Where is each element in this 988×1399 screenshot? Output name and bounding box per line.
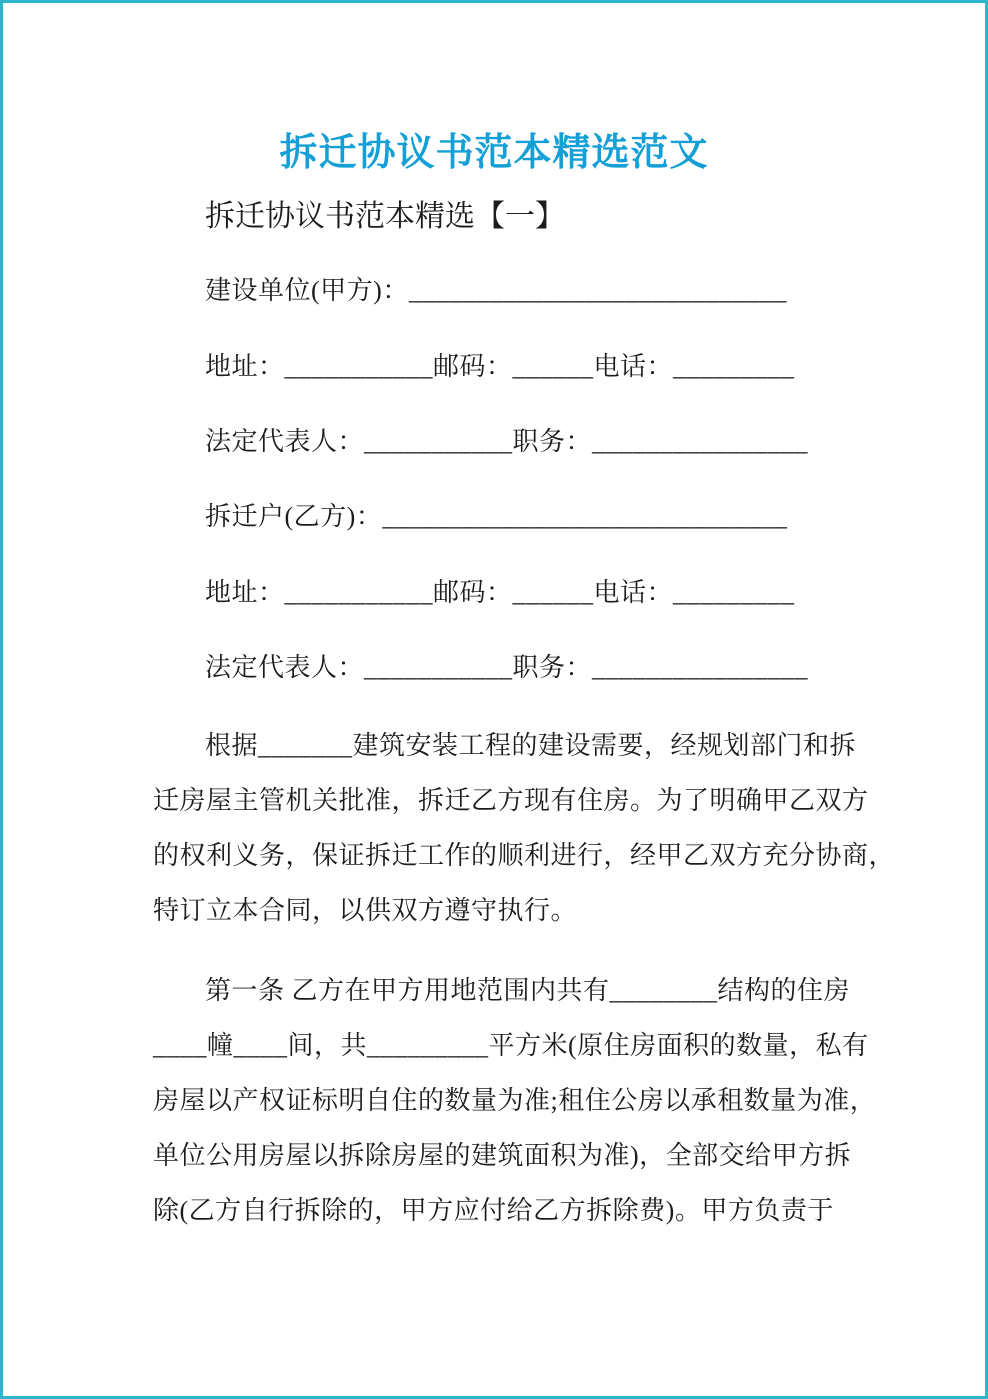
- preamble-line-2: 迁房屋主管机关批准，拆迁乙方现有住房。为了明确甲乙双方: [153, 786, 869, 815]
- form-line-address-b: 地址：___________邮码：______电话：_________: [205, 578, 795, 607]
- form-line-address-a: 地址：___________邮码：______电话：_________: [205, 352, 795, 381]
- document-title: 拆迁协议书范本精选范文: [279, 132, 709, 174]
- document-subtitle: 拆迁协议书范本精选【一】: [205, 200, 565, 233]
- form-line-party-a: 建设单位(甲方)：____________________________: [205, 276, 787, 305]
- article-1-line-3: 房屋以产权证标明自住的数量为准;租住公房以承租数量为准，: [153, 1086, 877, 1115]
- preamble-line-4: 特订立本合同，以供双方遵守执行。: [153, 896, 578, 925]
- preamble-line-1: 根据_______建筑安装工程的建设需要，经规划部门和拆: [205, 731, 857, 760]
- preamble-line-3: 的权利义务，保证拆迁工作的顺利进行，经甲乙双方充分协商，: [153, 841, 896, 870]
- form-line-representative-b: 法定代表人：___________职务：________________: [205, 653, 809, 682]
- article-1-line-4: 单位公用房屋以拆除房屋的建筑面积为准)，全部交给甲方拆: [153, 1141, 852, 1170]
- form-line-party-b: 拆迁户(乙方)：______________________________: [205, 502, 788, 531]
- article-1-line-1: 第一条 乙方在甲方用地范围内共有________结构的住房: [205, 976, 851, 1005]
- form-line-representative-a: 法定代表人：___________职务：________________: [205, 427, 809, 456]
- article-1-line-2: ____幢____间，共_________平方米(原住房面积的数量，私有: [153, 1031, 869, 1060]
- article-1-line-5: 除(乙方自行拆除的，甲方应付给乙方拆除费)。甲方负责于: [153, 1196, 834, 1225]
